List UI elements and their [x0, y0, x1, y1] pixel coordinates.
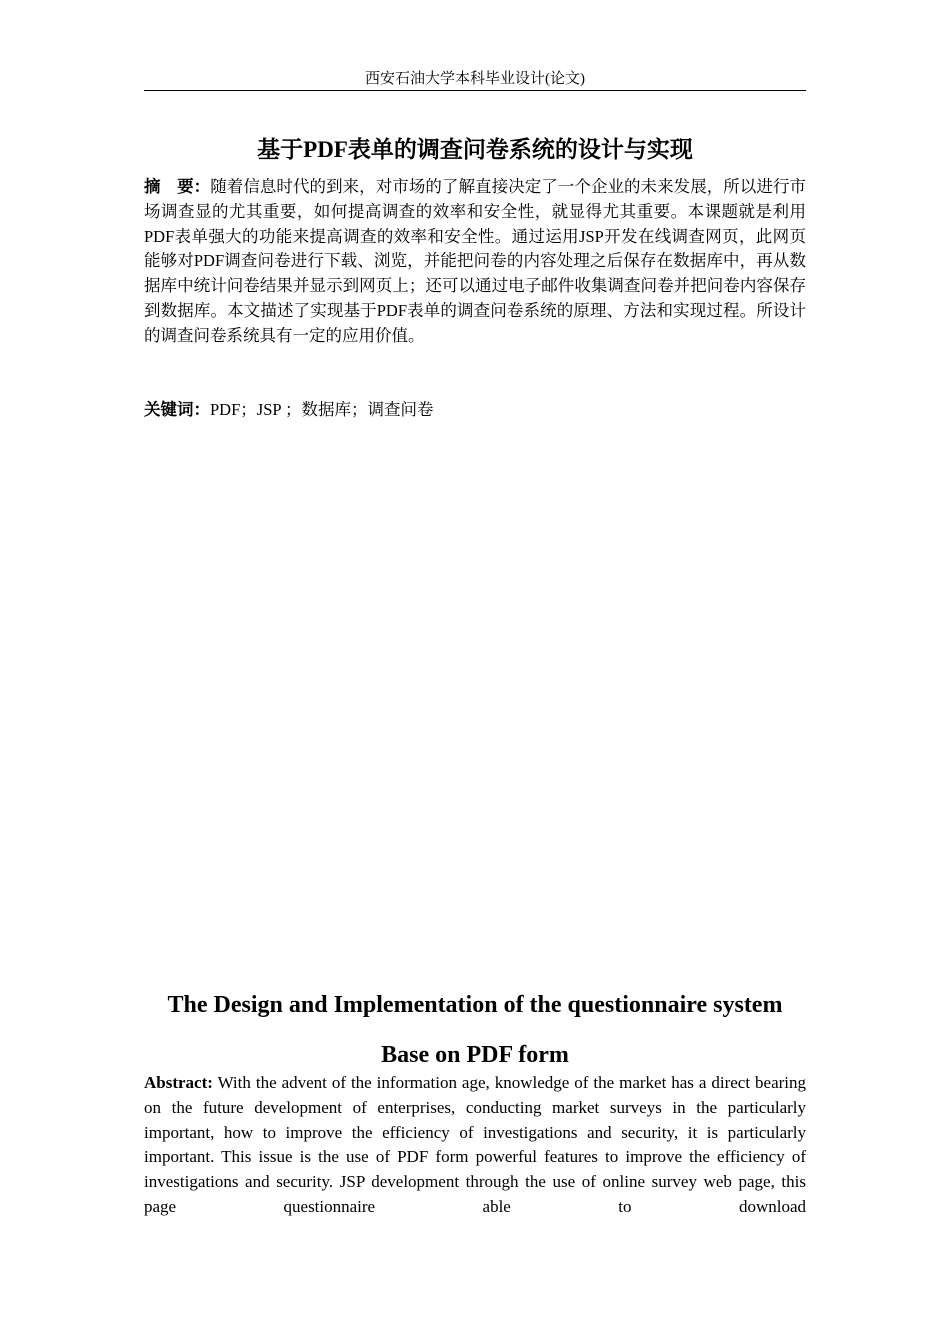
english-title: [144, 980, 806, 1080]
english-abstract-text: With the advent of the information age, knowledge of the market has a direct bearing on the future development of enterprises, conducting market surveys in the particularly important, how to improve the efficiency of investigations and security, it is particularly important. This issue is the use of PDF form powerful features to improve the efficiency of investigations and security. JSP development through the use of online survey web page, this page questionnaire able to download: [144, 1073, 806, 1216]
chinese-abstract-label: 摘 要：: [144, 177, 211, 196]
english-title-line2: Base on PDF form: [381, 1042, 569, 1068]
running-title: 西安石油大学本科毕业设计(论文): [365, 71, 585, 87]
chinese-keywords-label: 关键词：: [144, 400, 210, 419]
chinese-title: 基于PDF表单的调查问卷系统的设计与实现: [257, 137, 693, 162]
english-abstract: [144, 1071, 806, 1220]
chinese-keywords: [144, 398, 806, 423]
page-header: [144, 68, 806, 91]
english-abstract-label: Abstract:: [144, 1073, 213, 1092]
english-title-line1: The Design and Implementation of the questionnaire system: [167, 992, 783, 1018]
chinese-abstract-text: 随着信息时代的到来，对市场的了解直接决定了一个企业的未来发展，所以进行市场调查显的尤其重要，如何提高调查的效率和安全性，就显得尤其重要。本课题就是利用PDF表单强大的功能来提高调查的效率和安全性。通过运用JSP开发在线调查网页，此网页能够对PDF调查问卷进行下载、浏览，并能把问卷的内容处理之后保存在数据库中，再从数据库中统计问卷结果并显示到网页上；还可以通过电子邮件收集调查问卷并把问卷内容保存到数据库。本文描述了实现基于PDF表单的调查问卷系统的原理、方法和实现过程。所设计的调查问卷系统具有一定的应用价值。: [144, 177, 807, 345]
chinese-keywords-text: PDF；JSP ；数据库；调查问卷: [210, 400, 434, 419]
chinese-abstract: [144, 175, 806, 349]
